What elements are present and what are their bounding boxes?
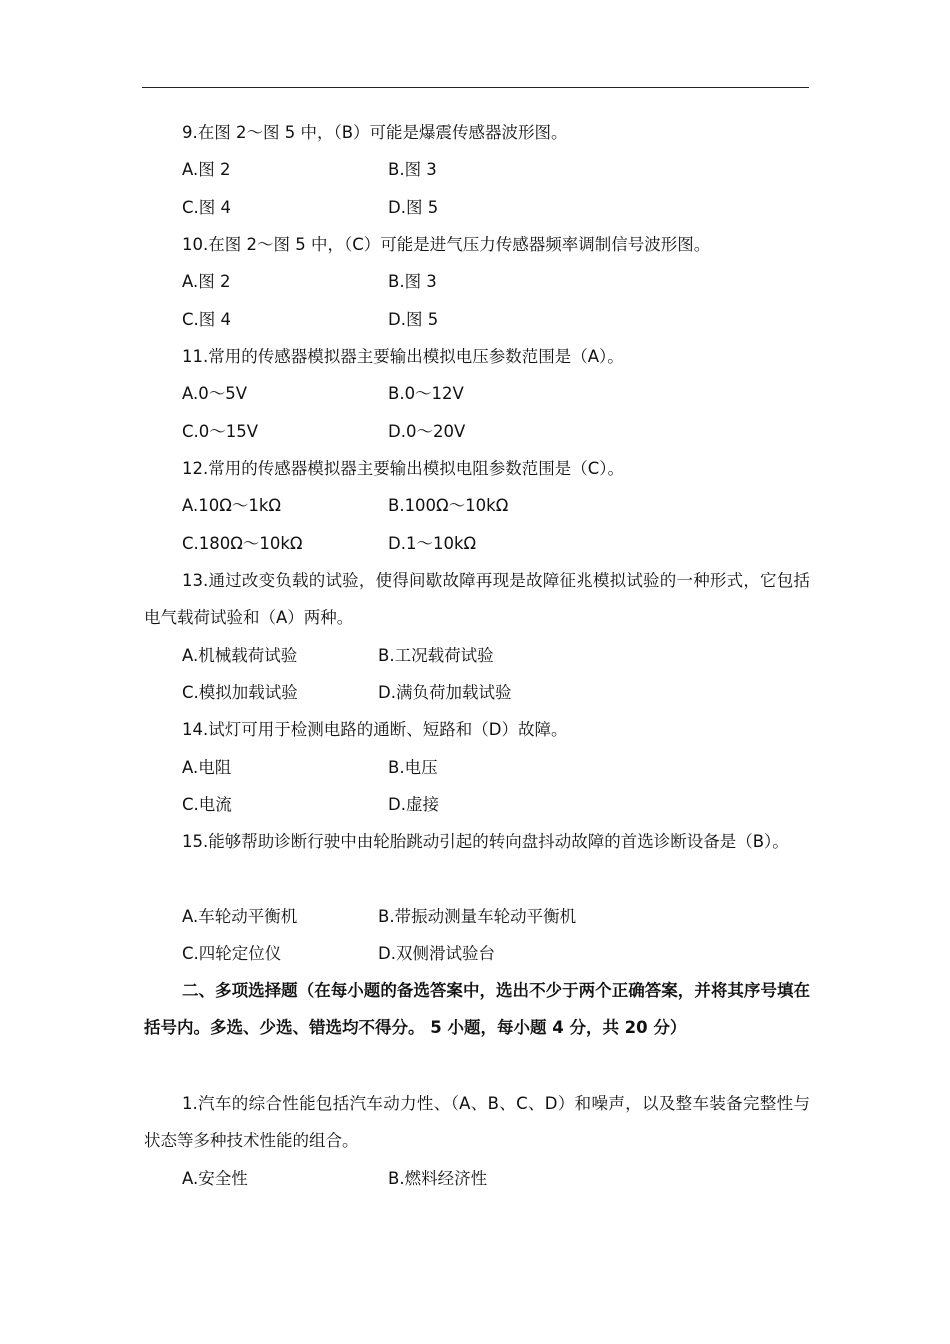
option: B.0～12V xyxy=(388,384,464,403)
option: B.电压 xyxy=(388,758,438,777)
option: D.双侧滑试验台 xyxy=(378,944,495,963)
question-stem: 12.常用的传感器模拟器主要输出模拟电阻参数范围是（C）。 xyxy=(182,459,625,478)
option: A.电阻 xyxy=(182,758,232,777)
option: A.0～5V xyxy=(182,384,248,403)
option: B.带振动测量车轮动平衡机 xyxy=(378,907,577,926)
option: B.燃料经济性 xyxy=(388,1169,488,1188)
option: A.机械载荷试验 xyxy=(182,646,298,665)
question-stem: 13.通过改变负载的试验，使得间歇故障再现是故障征兆模拟试验的一种形式，它包括电气载荷试验和（A）两种。 xyxy=(144,571,810,627)
option: D.0～20V xyxy=(388,422,466,441)
option: A.10Ω～1kΩ xyxy=(182,496,282,515)
option: C.四轮定位仪 xyxy=(182,944,282,963)
question-stem: 14.试灯可用于检测电路的通断、短路和（D）故障。 xyxy=(182,720,568,739)
option: C.电流 xyxy=(182,795,232,814)
option: C.图 4 xyxy=(182,198,232,217)
option: C.模拟加载试验 xyxy=(182,683,298,702)
section-heading: 二、多项选择题（在每小题的备选答案中，选出不少于两个正确答案，并将其序号填在括号内。多选、少选、错选均不得分。 5 小题，每小题 4 分，共 20 分） xyxy=(144,981,810,1037)
option: D.满负荷加载试验 xyxy=(378,683,512,702)
option: C.180Ω～10kΩ xyxy=(182,534,303,553)
question-stem: 1.汽车的综合性能包括汽车动力性、（A、B、C、D）和噪声，以及整车装备完整性与状态等多种技术性能的组合。 xyxy=(144,1094,810,1150)
option: A.车轮动平衡机 xyxy=(182,907,298,926)
option: D.图 5 xyxy=(388,198,439,217)
option: A.安全性 xyxy=(182,1169,248,1188)
question-stem: 11.常用的传感器模拟器主要输出模拟电压参数范围是（A）。 xyxy=(182,347,624,366)
option: D.虚接 xyxy=(388,795,439,814)
option: B.工况载荷试验 xyxy=(378,646,494,665)
option: B.图 3 xyxy=(388,272,437,291)
option: B.100Ω～10kΩ xyxy=(388,496,509,515)
question-stem: 9.在图 2～图 5 中，（B）可能是爆震传感器波形图。 xyxy=(182,123,568,142)
option: D.1～10kΩ xyxy=(388,534,477,553)
question-stem: 15.能够帮助诊断行驶中由轮胎跳动引起的转向盘抖动故障的首选诊断设备是（B）。 xyxy=(182,832,789,851)
header-rule xyxy=(142,87,809,88)
option: B.图 3 xyxy=(388,160,437,179)
question-stem: 10.在图 2～图 5 中，（C）可能是进气压力传感器频率调制信号波形图。 xyxy=(182,235,711,254)
option: D.图 5 xyxy=(388,310,439,329)
option: C.0～15V xyxy=(182,422,259,441)
option: A.图 2 xyxy=(182,272,231,291)
option: C.图 4 xyxy=(182,310,232,329)
option: A.图 2 xyxy=(182,160,231,179)
